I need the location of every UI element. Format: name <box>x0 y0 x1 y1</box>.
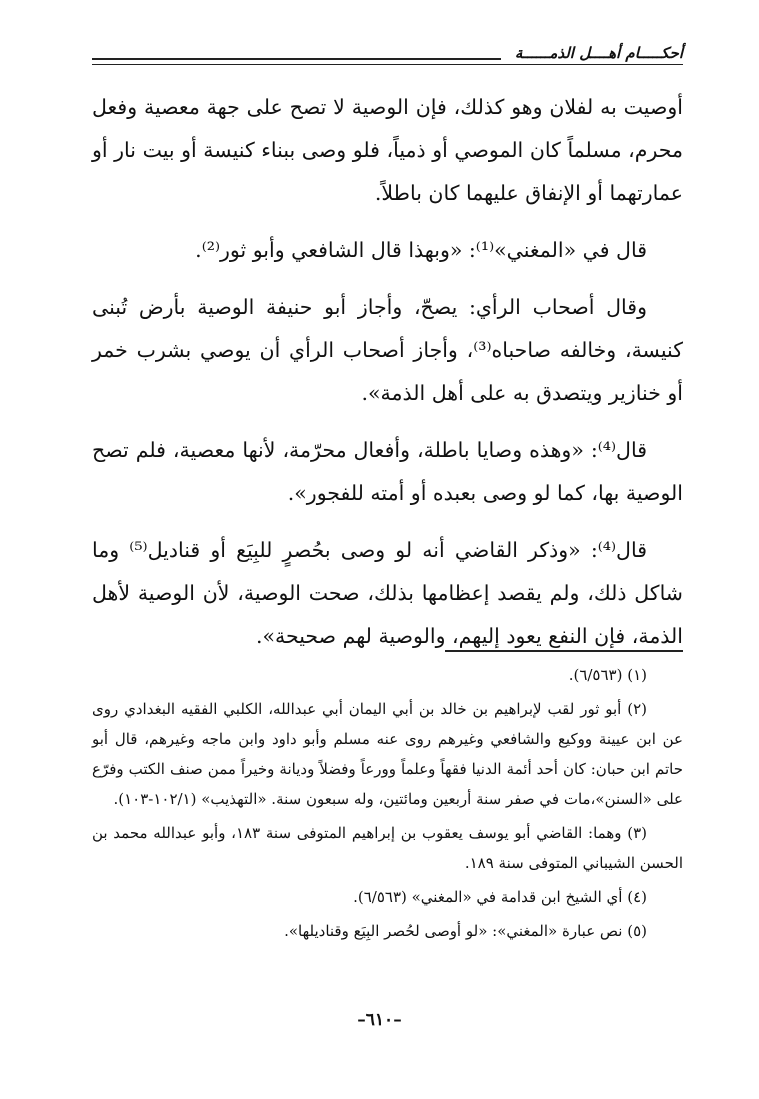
page-number: –٦١٠– <box>357 1010 402 1030</box>
footnote-separator <box>445 650 683 652</box>
body-paragraph: قال في «المغني»⁽¹⁾: «وبهذا قال الشافعي وأبو ثور⁽²⁾. <box>195 238 647 262</box>
header-rule <box>92 58 501 60</box>
main-text <box>92 86 683 672</box>
footnote: (٢) أبو ثور لقب لإبراهيم بن خالد بن أبي اليمان أبي عبدالله، الكلبي الفقيه البغدادي روى عن ابن عيينة ووكيع والشافعي وغيرهم روى عنه مسلم وأبو داود وابن ماجه وغيرهم، قال أبو حاتم ابن حبان: كان أحد أئمة الدنيا فقهاً وعلماً وورعاً وفضلاً وديانة وخيراً ممن صنف الكتب وفرّع على «السنن»،مات في صفر سنة أربعين ومائتين، وله سبعون سنة. «التهذيب» (١٠٢/١-١٠٣). <box>92 700 683 808</box>
footnote: (٥) نص عبارة «المغني»: «لو أوصى لحُصر البِيَع وقناديلها». <box>284 922 647 940</box>
footnotes <box>92 660 683 950</box>
body-paragraph: قال⁽⁴⁾: «وذكر القاضي أنه لو وصى بحُصرٍ للبِيَع أو قناديل⁽⁵⁾ وما شاكل ذلك، ولم يقصد إعظامها بذلك، صحت الوصية، لأن الوصية لأهل الذمة، فإن النفع يعود إليهم، والوصية لهم صحيحة». <box>92 538 683 648</box>
footnote: (٣) وهما: القاضي أبو يوسف يعقوب بن إبراهيم المتوفى سنة ١٨٣، وأبو عبدالله محمد بن الحسن الشيباني المتوفى سنة ١٨٩. <box>92 824 683 872</box>
header-rule-thin <box>92 64 683 65</box>
running-header: أحكـــــام أهــــل الذمــــــة <box>514 44 683 62</box>
body-paragraph: وقال أصحاب الرأي: يصحّ، وأجاز أبو حنيفة الوصية بأرض تُبنى كنيسة، وخالفه صاحباه⁽³⁾، وأجاز أصحاب الرأي أن يوصي بشرب خمر أو خنازير ويتصدق به على أهل الذمة». <box>92 295 683 405</box>
body-paragraph: أوصيت به لفلان وهو كذلك، فإن الوصية لا تصح على جهة معصية وفعل محرم، مسلماً كان الموصي أو ذمياً، فلو وصى ببناء كنيسة أو بيت نار أو عمارتهما أو الإنفاق عليهما كان باطلاً. <box>92 95 683 205</box>
footnote: (٤) أي الشيخ ابن قدامة في «المغني» (٦/٥٦٣). <box>353 888 647 906</box>
footnote: (١) (٦/٥٦٣). <box>568 666 647 684</box>
body-paragraph: قال⁽⁴⁾: «وهذه وصايا باطلة، وأفعال محرّمة، لأنها معصية، فلم تصح الوصية بها، كما لو وصى بعبده أو أمته للفجور». <box>92 438 683 505</box>
